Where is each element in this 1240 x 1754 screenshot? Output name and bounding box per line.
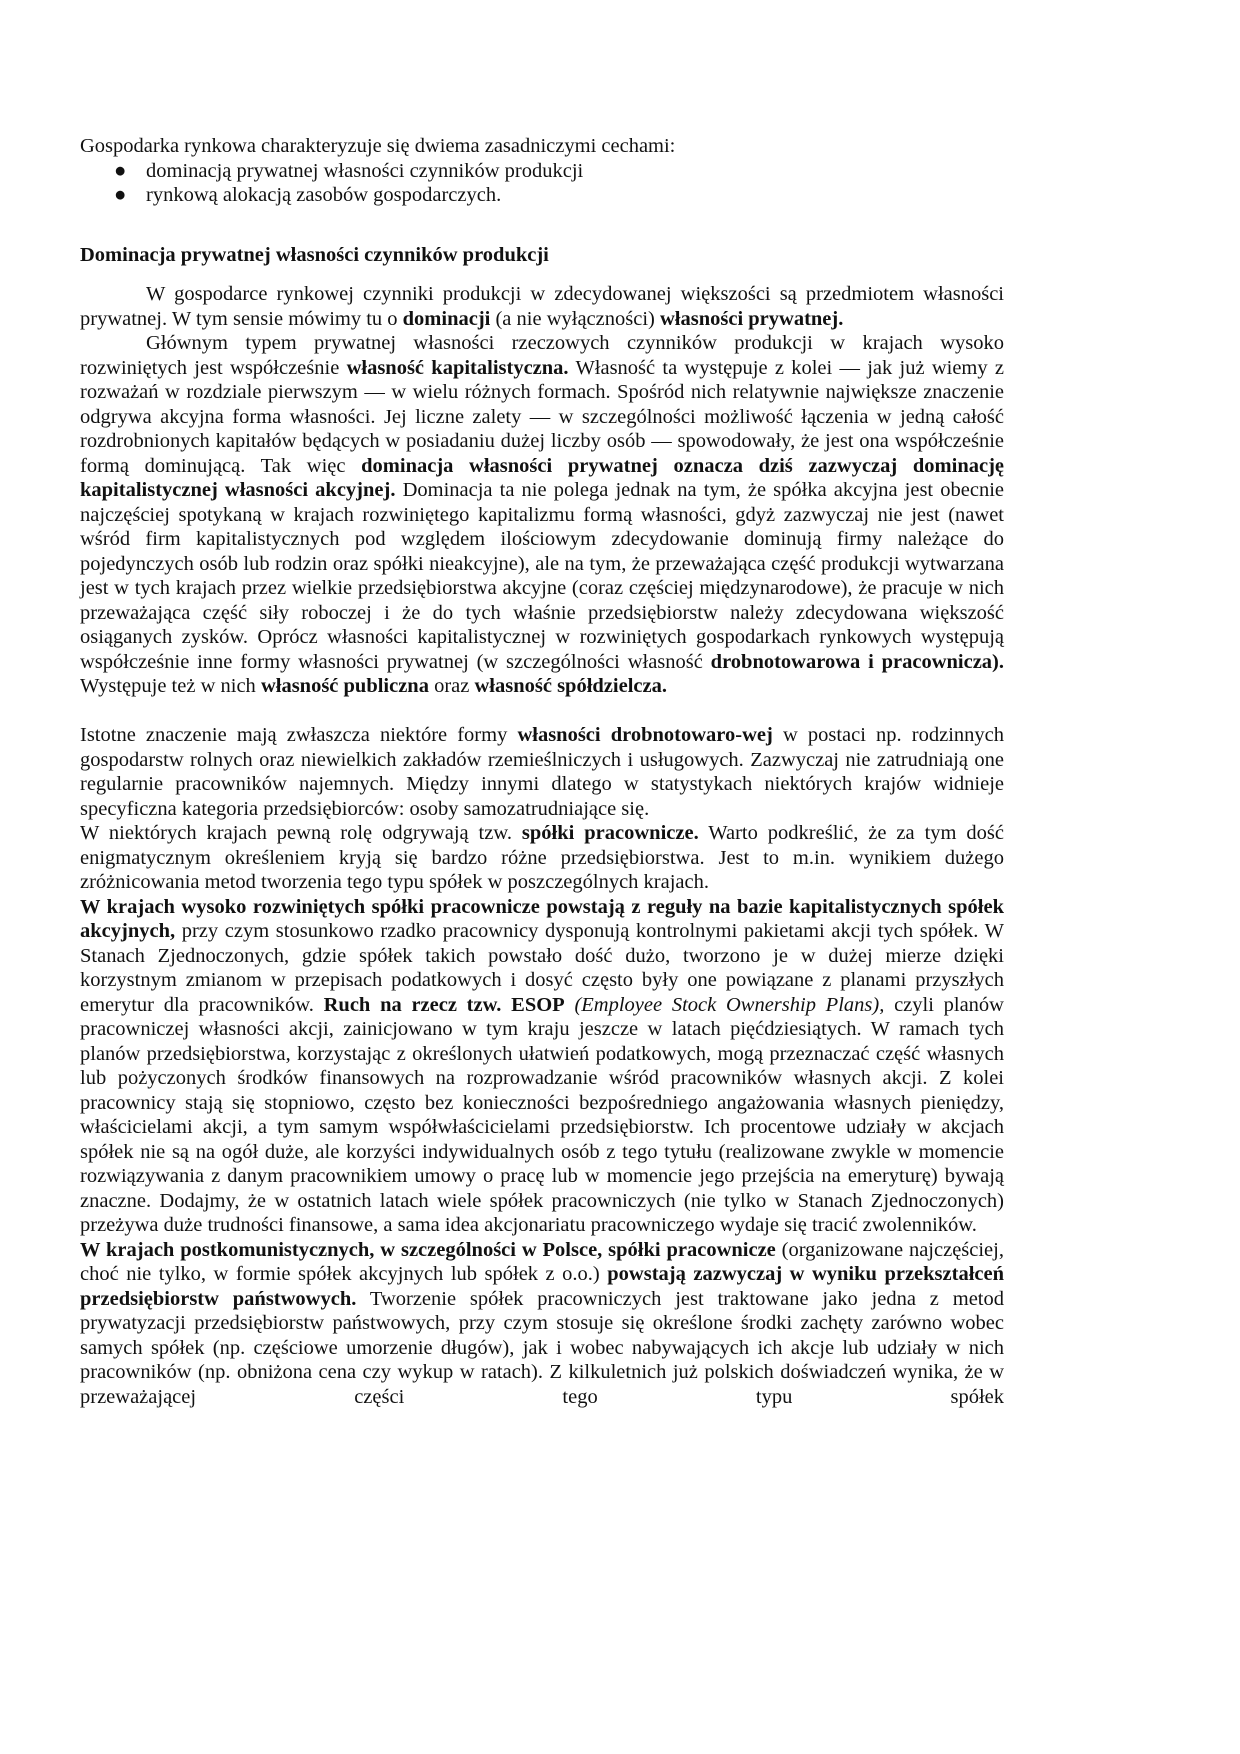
text-run: Warto podkreślić, że za tym dość enigmatycznym określeniem kryją się bardzo różne przedsiębiorstwa. Jest to m.in. wynikiem dużego zróżnicowania metod tworzenia tego typu spółek w poszczególnych krajach. bbox=[80, 822, 1004, 893]
paragraph bbox=[80, 1238, 1004, 1410]
bold-text: własność spółdzielcza. bbox=[474, 675, 667, 697]
text-run: oraz bbox=[428, 675, 475, 697]
text-run: W niektórych krajach pewną rolę odgrywają tzw. bbox=[80, 822, 522, 844]
text-run: W gospodarce rynkowej czynniki produkcji w zdecydowanej większości są przedmiotem własności prywatnej. W tym sensie mówimy tu o bbox=[80, 283, 1004, 330]
list-item bbox=[80, 183, 1004, 208]
list-item-text: dominacją prywatnej własności czynników produkcji bbox=[146, 159, 584, 182]
paragraph bbox=[80, 282, 1004, 331]
bold-text: powstają zazwyczaj w wyniku przekształceń przedsiębiorstw państwowych. bbox=[80, 1263, 1004, 1310]
document-page bbox=[80, 134, 1004, 1409]
paragraph-gap bbox=[80, 699, 1004, 724]
bold-text: własność kapitalistyczna. bbox=[346, 356, 569, 379]
bold-text: W krajach wysoko rozwiniętych spółki pracownicze powstają z reguły na bazie kapitalistycznych spółek akcyjnych, bbox=[80, 895, 1004, 942]
text-run: Występuje też w nich bbox=[80, 675, 261, 697]
text-run: Głównym typem prywatnej własności rzeczowych czynników produkcji w krajach wysoko rozwiniętych jest współcześnie bbox=[80, 332, 1004, 379]
text-run: Własność ta występuje z kolei — jak już wiemy z rozważań w rozdziale pierwszym — w wielu różnych formach. Spośród nich relatywnie największe znaczenie odgrywa akcyjna forma własności. Jej liczne zalety — w szczególności możliwość łączenia w jedną całość rozdrobnionych kapitałów będących w posiadaniu dużej liczby osób — spowodowały, że jest ona współcześnie formą dominującą. Tak więc bbox=[80, 356, 1004, 477]
text-run: Tworzenie spółek pracowniczych jest traktowane jako jedna z metod prywatyzacji przedsiębiorstw państwowych, przy czym stosuje się określone środki zachęty zarówno wobec samych spółek (np. częściowe umorzenie długów), jak i wobec nabywających ich akcje lub udziały w nich pracowników (np. obniżona cena czy wykup w ratach). Z kilkuletnich już polskich doświadczeń wynika, że w przeważającej części tego typu spółek bbox=[80, 1287, 1004, 1408]
features-list bbox=[80, 159, 1004, 208]
paragraph bbox=[80, 895, 1004, 1238]
paragraph bbox=[80, 331, 1004, 699]
bold-text: Ruch na rzecz tzw. ESOP bbox=[323, 993, 565, 1016]
intro-lead: Gospodarka rynkowa charakteryzuje się dwiema zasadniczymi cechami: bbox=[80, 135, 676, 157]
bold-text: własność publiczna bbox=[260, 675, 429, 697]
text-run: przy czym stosunkowo rzadko pracownicy dysponują kontrolnymi pakietami akcji tych spółek. W Stanach Zjednoczonych, gdzie spółek takich powstało dość dużo, tworzono je w dużej mierze dzięki korzystnym zmianom w przepisach podatkowych i dosyć często były one powiązane z planami przyszłych emerytur dla pracowników. bbox=[80, 920, 1004, 1016]
bullet-icon: ● bbox=[114, 184, 127, 206]
bold-text: własności prywatnej. bbox=[659, 307, 844, 330]
bullet-icon: ● bbox=[114, 159, 127, 182]
text-run: Dominacja ta nie polega jednak na tym, że spółka akcyjna jest obecnie najczęściej spotykaną w krajach rozwiniętego kapitalizmu formą własności, gdyż zazwyczaj nie jest (nawet wśród firm kapitalistycznych pod względem ilościowym zdecydowanie dominują firmy należące do pojedynczych osób lub rodzin oraz spółki nieakcyjne), ale na tym, że przeważająca część produkcji wytwarzana jest w tych krajach przez wielkie przedsiębiorstwa akcyjne (coraz częściej międzynarodowe), że pracuje w nich przeważająca część siły roboczej i że do tych właśnie przedsiębiorstw należy zdecydowana większość osiąganych zysków. Oprócz własności kapitalistycznej w rozwiniętych gospodarkach rynkowych występują współcześnie inne formy własności prywatnej (w szczególności własność bbox=[80, 479, 1004, 673]
bold-text: własności drobnotowaro-wej bbox=[517, 724, 773, 746]
bold-text: drobnotowarowa i pracownicza). bbox=[710, 650, 1004, 673]
text-run: czyli planów pracowniczej własności akcji, zainicjowano w tym kraju jeszcze w latach pięćdziesiątych. W ramach tych planów przedsiębiorstwa, korzystając z określonych ułatwień podatkowych, mogą przeznaczać część własnych lub pożyczonych środków finansowych na rozprowadzanie wśród pracowników własnych akcji. Z kolei pracownicy stają się stopniowo, często bez konieczności bezpośredniego angażowania własnych pieniędzy, właścicielami akcji, a tym samym współwłaścicielami przedsiębiorstw. Ich procentowe udziały w akcjach spółek nie są na ogół duże, ale korzyści indywidualnych osób z tego tytułu (realizowane zwykle w momencie rozwiązywania z danym pracownikiem umowy o pracę lub w momencie jego przejścia na emeryturę) bywają znaczne. Dodajmy, że w ostatnich latach wiele spółek pracowniczych (nie tylko w Stanach Zjednoczonych) przeżywa duże trudności finansowe, a sama idea akcjonariatu pracowniczego wydaje się tracić zwolenników. bbox=[80, 993, 1004, 1236]
bold-text: dominacja własności prywatnej oznacza dziś zazwyczaj dominację kapitalistycznej własności akcyjnej. bbox=[80, 454, 1004, 501]
text-run: (a nie wyłączności) bbox=[490, 307, 660, 330]
bold-text: spółki pracownicze. bbox=[521, 822, 699, 844]
text-run: w postaci np. rodzinnych gospodarstw rolnych oraz niewielkich zakładów rzemieślniczych i usługowych. Zazwyczaj nie zatrudniają one regularnie pracowników najemnych. Między innymi dlatego w statystykach niektórych krajów widnieje specyficzna kategoria przedsiębiorców: osoby samozatrudniające się. bbox=[80, 724, 1005, 820]
text-run: (organizowane najczęściej, choć nie tylko, w formie spółek akcyjnych lub spółek z o.o.) bbox=[80, 1238, 1004, 1285]
section-body bbox=[80, 282, 1004, 1409]
text-run: Istotne znaczenie mają zwłaszcza niektóre formy bbox=[80, 724, 518, 746]
bold-text: dominacji bbox=[402, 307, 491, 330]
list-item-text: rynkową alokacją zasobów gospodarczych. bbox=[146, 184, 502, 206]
text-run bbox=[565, 994, 575, 1016]
paragraph bbox=[80, 821, 1004, 895]
italic-text: (Employee Stock Ownership Plans), bbox=[574, 993, 885, 1016]
bold-text: W krajach postkomunistycznych, w szczególności w Polsce, spółki pracownicze bbox=[80, 1238, 776, 1261]
section-heading: Dominacja prywatnej własności czynników produkcji bbox=[80, 243, 549, 266]
list-item bbox=[80, 159, 1004, 184]
paragraph bbox=[80, 723, 1004, 821]
